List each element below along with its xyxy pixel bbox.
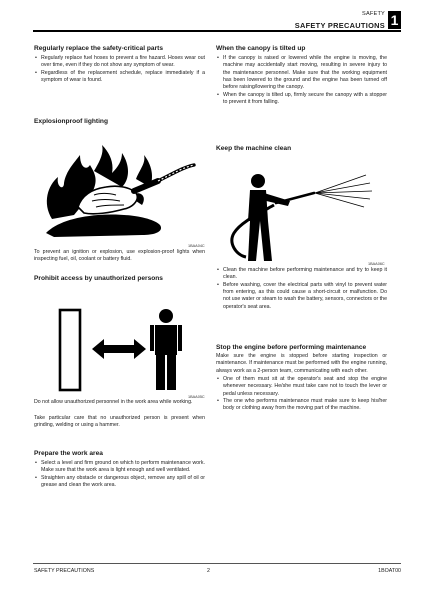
list-item: • Clean the machine before performing maintenance and try to keep it clean. bbox=[216, 267, 387, 282]
person-washing-illustration bbox=[216, 171, 387, 263]
figure-code: 1BAA04C bbox=[188, 244, 205, 248]
workarea-bullets bbox=[34, 460, 205, 489]
access-body-1: Do not allow unauthorized personnel in the work area while working. bbox=[34, 399, 193, 405]
footer-section-name: SAFETY PRECAUTIONS bbox=[34, 568, 95, 574]
header-section-label: SAFETY bbox=[362, 11, 385, 17]
list-item: • Select a level and firm ground on which to perform maintenance work. Make sure that the work area is light enough and well ventilated. bbox=[34, 460, 205, 475]
section-heading-access: Prohibit access by unauthorized persons bbox=[34, 275, 163, 282]
list-item: • Before washing, cover the electrical parts with vinyl to prevent water from entering, as this could cause a short-circuit or malfunction. Do not use water or steam to wash the battery, sensors, connectors or the operator's seat area. bbox=[216, 282, 387, 311]
hoses-bullets bbox=[34, 55, 205, 84]
list-item: • The one who performs maintenance must make sure to keep his/her body or clothing away from the moving part of the machine. bbox=[216, 398, 387, 413]
access-body-2: Take particular care that no unauthorized person is present when grinding, welding or using a hammer. bbox=[34, 415, 205, 429]
stop-engine-body: Make sure the engine is stopped before starting inspection or maintenance. If maintenance must be performed with the engine running, always work as a 2-person team, communicating with each other. bbox=[216, 353, 387, 374]
page-number: 2 bbox=[207, 568, 210, 574]
list-item: • Regularly replace fuel hoses to prevent a fire hazard. Hoses wear out over time, even if they do not show any symptom of wear. bbox=[34, 55, 205, 70]
section-heading-lighting: Explosionproof lighting bbox=[34, 118, 108, 125]
canopy-bullets bbox=[216, 55, 387, 106]
header-rule bbox=[33, 30, 401, 32]
footer-rule bbox=[33, 563, 401, 564]
door-arrow-person-illustration bbox=[34, 307, 205, 393]
figure-code: 1BAA05C bbox=[188, 395, 205, 399]
section-heading-clean: Keep the machine clean bbox=[216, 145, 292, 152]
list-item: • Straighten any obstacle or dangerous object, remove any spill of oil or grease and clean the work area. bbox=[34, 475, 205, 490]
document-code: 1BOAT00 bbox=[378, 568, 401, 574]
chapter-number-badge: 1 bbox=[388, 11, 401, 29]
header-title: SAFETY PRECAUTIONS bbox=[294, 21, 385, 30]
figure-code: 1BAA06C bbox=[368, 262, 385, 266]
list-item: • If the canopy is raised or lowered while the engine is moving, the machine may accidentally start moving, resulting in severe injury to the maintenance personnel. Make sure that the working equipment has been lowered to the ground and the engine has been turned off before raising/lowering the canopy. bbox=[216, 55, 387, 92]
list-item: • Regardless of the replacement schedule, replace immediately if a symptom of wear is found. bbox=[34, 70, 205, 85]
section-heading-hoses: Regularly replace the safety-critical parts bbox=[34, 45, 163, 52]
fire-hand-lamp-illustration bbox=[34, 141, 205, 241]
section-heading-canopy: When the canopy is tilted up bbox=[216, 45, 306, 52]
list-item: • One of them must sit at the operator's seat and stop the engine whenever necessary. He/she must take care not to touch the lever or pedal unless necessary. bbox=[216, 376, 387, 398]
lighting-body: To prevent an ignition or explosion, use explosion-proof lights when inspecting fuel, oil, coolant or battery fluid. bbox=[34, 249, 205, 263]
list-item: • When the canopy is tilted up, firmly secure the canopy with a stopper to prevent it from falling. bbox=[216, 92, 387, 107]
clean-bullets bbox=[216, 267, 387, 311]
stop-engine-bullets bbox=[216, 376, 387, 413]
section-heading-stop-engine: Stop the engine before performing maintenance bbox=[216, 344, 367, 351]
section-heading-workarea: Prepare the work area bbox=[34, 450, 103, 457]
